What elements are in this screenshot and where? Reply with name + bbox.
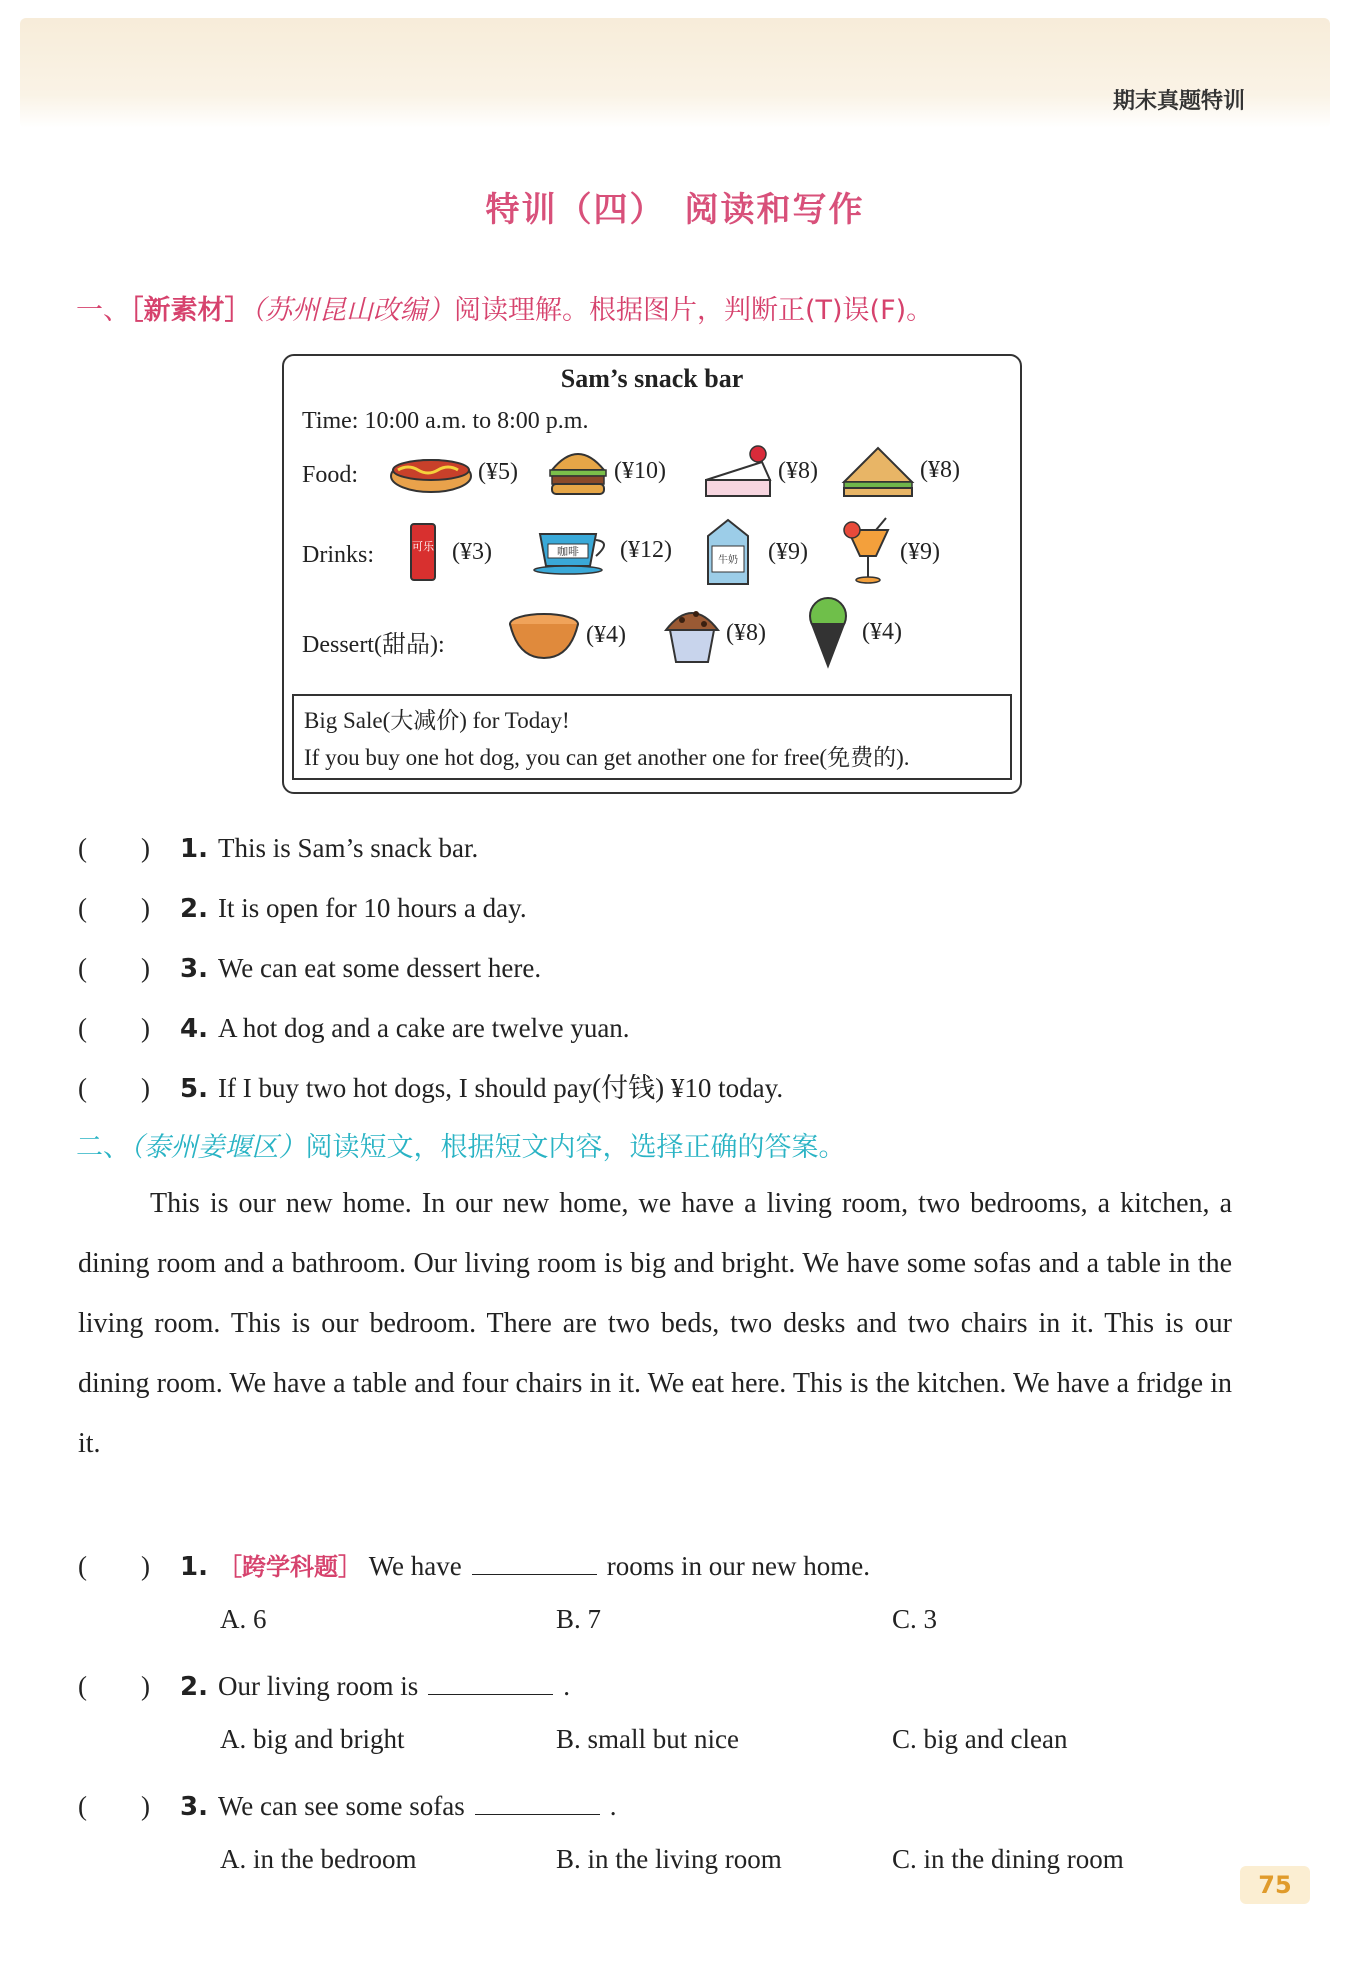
hot-dog-icon <box>388 444 474 500</box>
option-c[interactable]: C. 3 <box>892 1604 938 1634</box>
question1-3 <box>78 946 541 985</box>
sale-line-1: Big Sale(大减价) for Today! <box>304 708 570 733</box>
dessert-price-ice-cream: (¥4) <box>862 618 902 645</box>
menu-time: Time: 10:00 a.m. to 8:00 p.m. <box>302 408 589 434</box>
sale-line-2: If you buy one hot dog, you can get another one for free(免费的). <box>304 745 910 770</box>
question1-4 <box>78 1006 630 1045</box>
answer-blank[interactable]: ( ) <box>78 953 150 983</box>
drink-price-milk: (¥9) <box>768 538 808 565</box>
food-item-cake <box>702 440 818 502</box>
menu-title: Sam’s snack bar <box>560 364 744 393</box>
tart-icon <box>506 608 582 662</box>
option-b[interactable]: B. in the living room <box>556 1844 782 1874</box>
question-text: We can see some sofas <box>217 1791 465 1821</box>
section1-heading <box>76 288 933 327</box>
food-item-sandwich <box>840 442 960 498</box>
answer-blank[interactable]: ( ) <box>78 1073 150 1103</box>
section1-tag: ［新素材］ <box>130 295 252 326</box>
cola-can-icon <box>408 520 438 584</box>
question2-1 <box>78 1544 870 1583</box>
dessert-price-muffin: (¥8) <box>726 619 766 646</box>
sale-notice <box>292 694 1012 780</box>
food-item-burger <box>546 442 666 500</box>
option-b[interactable]: B. small but nice <box>556 1724 739 1754</box>
fill-blank[interactable] <box>475 1792 600 1815</box>
drink-item-coffee <box>532 524 672 576</box>
question-text-end: . <box>609 1791 617 1821</box>
food-label: Food: <box>302 462 359 488</box>
question2-2 <box>78 1664 570 1703</box>
cake-icon <box>702 440 774 502</box>
answer-blank[interactable]: ( ) <box>78 1551 150 1581</box>
option-b[interactable]: B. 7 <box>556 1604 602 1634</box>
section2-number: 二、 <box>76 1132 130 1163</box>
question-number: 4. <box>180 1014 208 1044</box>
reading-passage <box>78 1174 1232 1474</box>
dessert-item-muffin <box>662 600 766 666</box>
dessert-label: Dessert(甜品): <box>302 632 445 658</box>
question-number: 2. <box>180 894 208 924</box>
question-number: 3. <box>180 1792 208 1822</box>
option-c[interactable]: C. big and clean <box>892 1724 1068 1754</box>
question-number: 2. <box>180 1672 208 1702</box>
question-text: If I buy two hot dogs, I should pay(付钱) ¥10 today. <box>217 1073 784 1103</box>
question-text: We have <box>368 1551 462 1581</box>
milk-carton-icon <box>702 516 754 588</box>
question-text: This is Sam’s snack bar. <box>217 833 479 863</box>
sandwich-icon <box>840 442 916 498</box>
svg-text:牛奶: 牛奶 <box>718 555 738 566</box>
question-text-end: . <box>563 1671 570 1701</box>
snack-bar-menu <box>282 354 1022 794</box>
section2-heading <box>76 1125 846 1164</box>
svg-text:咖啡: 咖啡 <box>557 545 579 558</box>
answer-blank[interactable]: ( ) <box>78 1791 150 1821</box>
option-a[interactable]: A. big and bright <box>220 1724 405 1754</box>
muffin-icon <box>662 600 722 666</box>
answer-blank[interactable]: ( ) <box>78 1671 150 1701</box>
juice-glass-icon <box>840 516 896 588</box>
fill-blank[interactable] <box>472 1552 597 1575</box>
question-text: A hot dog and a cake are twelve yuan. <box>217 1013 630 1043</box>
food-price-sandwich: (¥8) <box>920 456 960 483</box>
food-price-burger: (¥10) <box>614 457 666 484</box>
dessert-price-tart: (¥4) <box>586 621 626 648</box>
question-number: 5. <box>180 1074 208 1104</box>
dessert-item-ice-cream <box>804 594 902 670</box>
option-a[interactable]: A. 6 <box>220 1604 267 1634</box>
drink-price-coffee: (¥12) <box>620 536 672 563</box>
answer-blank[interactable]: ( ) <box>78 893 150 923</box>
question-text: Our living room is <box>217 1671 419 1701</box>
option-a[interactable]: A. in the bedroom <box>220 1844 417 1874</box>
section2-instruction: 阅读短文，根据短文内容，选择正确的答案。 <box>305 1132 846 1163</box>
drink-price-cola: (¥3) <box>452 538 492 565</box>
page-title: 特训（四） 阅读和写作 <box>485 190 865 230</box>
section1-source: （苏州昆山改编） <box>251 295 454 326</box>
food-price-hot-dog: (¥5) <box>478 458 518 485</box>
question-number: 3. <box>180 954 208 984</box>
food-item-hot-dog <box>388 444 518 500</box>
ice-cream-icon <box>804 594 852 670</box>
answer-blank[interactable]: ( ) <box>78 1013 150 1043</box>
section1-number: 一、 <box>76 295 130 326</box>
question-text-end: rooms in our new home. <box>606 1551 870 1581</box>
question-number: 1. <box>180 1552 208 1582</box>
drink-price-juice: (¥9) <box>900 538 940 565</box>
drink-item-cola <box>408 520 492 584</box>
drinks-label: Drinks: <box>302 542 374 568</box>
section2-source: （泰州姜堰区） <box>130 1132 306 1163</box>
option-c[interactable]: C. in the dining room <box>892 1844 1124 1874</box>
svg-text:可乐: 可乐 <box>412 540 434 553</box>
fill-blank[interactable] <box>428 1672 553 1695</box>
page-number: 75 <box>1240 1866 1310 1904</box>
question1-5 <box>78 1066 783 1105</box>
passage-text: This is our new home. In our new home, we have a living room, two bedrooms, a kitchen, a dining room and a bathroom. Our living room is big and bright. We have some sofas and a table in the living room. This is our bedroom. There are two beds, two desks and two chairs in it. This is our dining room. We have a table and four chairs in it. We eat here. This is the kitchen. We have a fridge in it. <box>78 1188 1232 1459</box>
question-text: It is open for 10 hours a day. <box>217 893 527 923</box>
question1-2 <box>78 886 527 925</box>
cross-subject-tag: ［跨学科题］ <box>217 1553 362 1581</box>
question2-3 <box>78 1784 616 1823</box>
question-text: We can eat some dessert here. <box>217 953 542 983</box>
coffee-cup-icon <box>532 524 616 576</box>
series-title: 期末真题特训 <box>1112 89 1245 114</box>
burger-icon <box>546 442 610 500</box>
question1-1 <box>78 826 478 865</box>
question-number: 1. <box>180 834 208 864</box>
drink-item-juice <box>840 516 940 588</box>
dessert-item-tart <box>506 608 626 662</box>
section1-instruction: 阅读理解。根据图片，判断正(T)误(F)。 <box>454 295 934 326</box>
drink-item-milk <box>702 516 808 588</box>
food-price-cake: (¥8) <box>778 457 818 484</box>
answer-blank[interactable]: ( ) <box>78 833 150 863</box>
